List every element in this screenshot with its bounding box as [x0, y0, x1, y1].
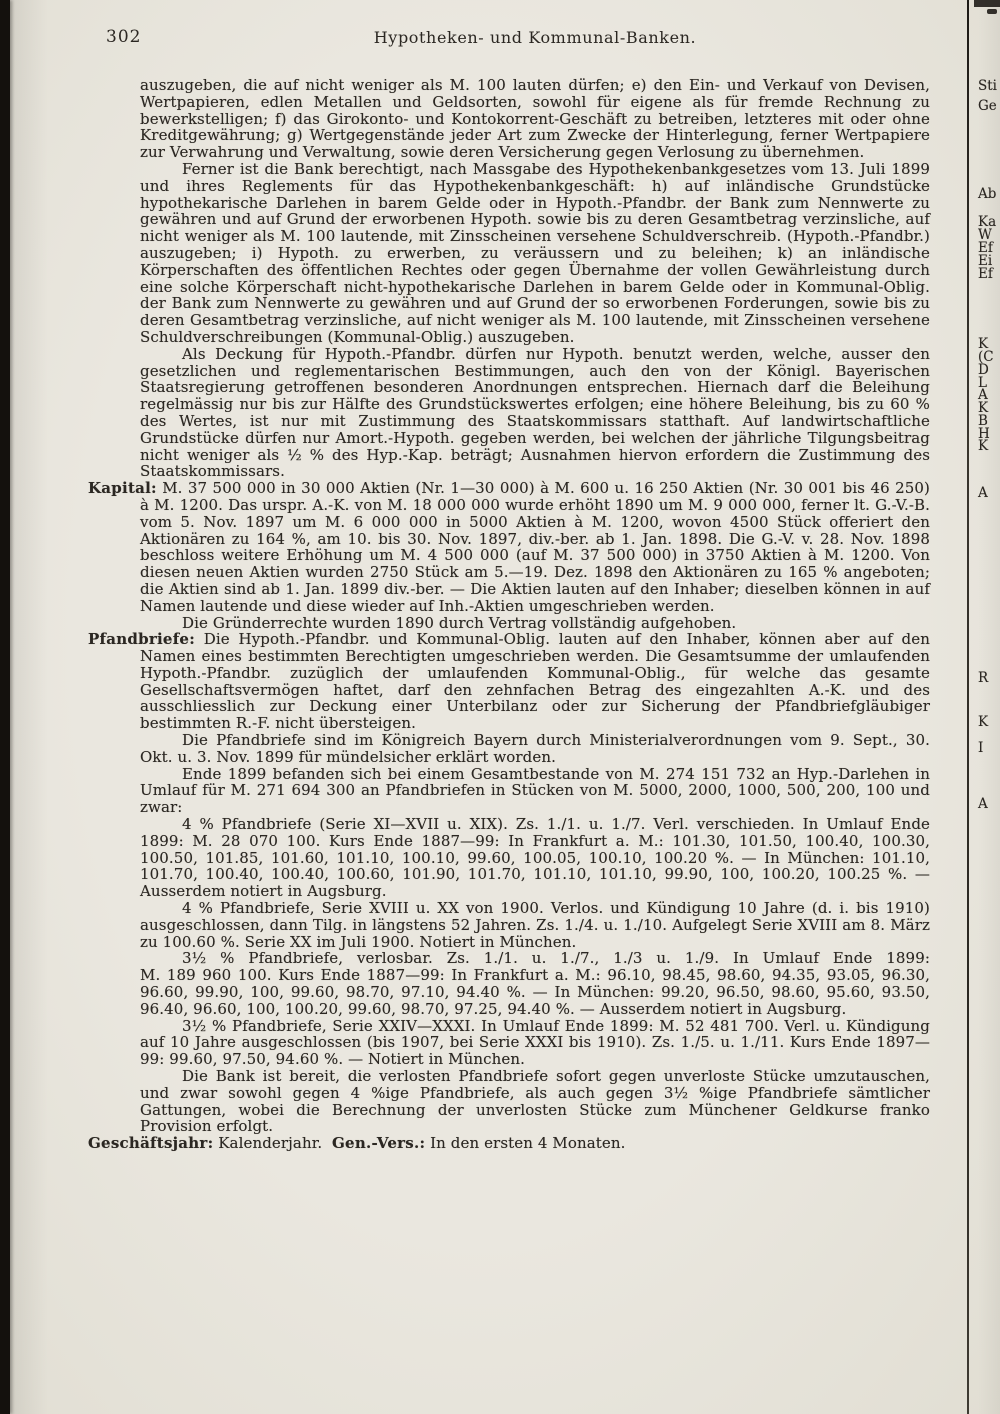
entry-label: Geschäftsjahr:	[88, 1134, 214, 1153]
paragraph	[140, 766, 930, 816]
text-run: Als Deckung für Hypoth.-Pfandbr. dürfen nur Hypoth. benutzt werden, welche, ausser den gesetzlichen und reglementarischen Bestimmungen, auch den von der Königl. Bayerischen Staatsregierung getroffenen besonderen Anordnungen entsprechen. Hiernach darf die Beleihung regelmässig nur bis zur Hälfte des Grundstückswertes erfolgen; eine höhere Beleihung, bis zu 60 % des Wertes, ist nur mit Zustimmung des Staatskommissars statthaft. Auf landwirtschaftliche Grundstücke dürfen nur Amort.-Hypoth. gegeben werden, bei welchen der jährliche Tilgungsbeitrag nicht weniger als ½ % des Hyp.-Kap. beträgt; Ausnahmen hiervon erfordern die Zustimmung des Staatskommissars.	[140, 344, 930, 481]
cropped-text-fragment: Ab	[978, 186, 997, 202]
text-run: Die Bank ist bereit, die verlosten Pfandbriefe sofort gegen unverloste Stücke umzutauschen, und zwar sowohl gegen 4 %ige Pfandbriefe, als auch gegen 3½ %ige Pfandbriefe sämtlicher Gattungen, wobei die Berechnung der unverlosten Stücke zum Münchener Geldkurse franko Provision erfolgt.	[140, 1067, 930, 1136]
cropped-text-fragment: Ef	[978, 266, 993, 282]
paragraph	[140, 615, 930, 632]
scan-artifact	[974, 0, 1000, 7]
text-run: 3½ % Pfandbriefe, verlosbar. Zs. 1./1. u. 1./7., 1./3 u. 1./9. In Umlauf Ende 1899: M. 189 960 100. Kurs Ende 1887—99: In Frankfurt a. M.: 96.10, 98.45, 98.60, 94.35, 93.05, 96.30, 96.60, 99.90, 100, 99.60, 98.70, 97.10, 94.40 %. — In München: 99.20, 96.50, 98.60, 95.60, 93.50, 96.40, 96.60, 100, 100.20, 99.60, 98.70, 97.25, 94.40 %. — Ausserdem notiert in Augsburg.	[140, 949, 930, 1018]
cropped-text-fragment: A	[978, 485, 988, 501]
paragraph	[140, 950, 930, 1017]
paragraph	[140, 346, 930, 480]
text-run: auszugeben, die auf nicht weniger als M. 100 lauten dürfen; e) den Ein- und Verkauf von Devisen, Wertpapieren, edlen Metallen und Geldsorten, sowohl für eigene als für fremde Rechnung zu bewerkstelligen; f) das Girokonto- und Kontokorrent-Geschäft zu betreiben, letzteres mit oder ohne Kreditgewährung; g) Wertgegenstände jeder Art zum Zwecke der Hinterlegung, ferner Wertpapiere zur Verwahrung und Verwaltung, sowie deren Versicherung gegen Verlosung zu übernehmen.	[140, 76, 930, 162]
cropped-text-fragment: Ge	[978, 98, 997, 114]
entry-label: Pfandbriefe:	[88, 630, 196, 649]
cropped-text-fragment: Sti	[978, 78, 997, 94]
text-run: Ferner ist die Bank berechtigt, nach Massgabe des Hypothekenbankgesetzes vom 13. Juli 1899 und ihres Reglements für das Hypothekenbankgeschäft: h) auf inländische Grundstücke hypothekarische Darlehen in barem Gelde oder in Hypoth.-Pfandbr. der Bank zum Nennwerte zu gewähren und auf Grund der erworbenen Hypoth. sowie bis zu deren Gesamtbetrag verzinsliche, auf nicht weniger als M. 100 lautende, mit Zinsscheinen versehene Schuldverschreib. (Hypoth.-Pfandbr.) auszugeben; i) Hypoth. zu erwerben, zu veräussern und zu beleihen; k) an inländische Körperschaften des öffentlichen Rechtes oder gegen Übernahme der vollen Gewährleistung durch eine solche Körperschaft nicht-hypothekarische Darlehen in barem Gelde oder in Kommunal-Oblig. der Bank zum Nennwerte zu gewähren und auf Grund der so erworbenen Forderungen, sowie bis zu deren Gesamtbetrag verzinsliche, auf nicht weniger als M. 100 lautende, mit Zinsscheinen versehene Schuldverschreibungen (Kommunal-Oblig.) auszugeben.	[140, 159, 930, 346]
paragraph	[88, 1134, 930, 1153]
text-run: 3½ % Pfandbriefe, Serie XXIV—XXXI. In Umlauf Ende 1899: M. 52 481 700. Verl. u. Kündigung auf 10 Jahre ausgeschlossen (bis 1907, bei Serie XXXI bis 1910). Zs. 1./5. u. 1./11. Kurs Ende 1897—99: 99.60, 97.50, 94.60 %. — Notiert in München.	[140, 1016, 930, 1069]
page-fold-line	[967, 0, 969, 1414]
margin-column	[970, 0, 1000, 1414]
cropped-text-fragment: (C	[978, 349, 994, 365]
entry-label: Kapital:	[88, 479, 157, 498]
scan-artifact	[987, 9, 997, 14]
paragraph	[140, 1018, 930, 1068]
cropped-text-fragment: Ei	[978, 253, 993, 269]
text-run: 4 % Pfandbriefe (Serie XI—XVII u. XIX). Zs. 1./1. u. 1./7. Verl. verschieden. In Umlauf Ende 1899: M. 28 070 100. Kurs Ende 1887—99: In Frankfurt a. M.: 101.30, 101.50, 100.40, 100.30, 100.50, 101.85, 101.60, 101.10, 100.10, 99.60, 100.05, 100.10, 100.20 %. — In München: 101.10, 101.70, 100.40, 100.40, 100.60, 101.90, 101.70, 101.10, 101.10, 99.90, 100, 100.20, 100.25 %. — Ausserdem notiert in Augsburg.	[140, 815, 930, 901]
cropped-text-fragment: A	[978, 387, 988, 403]
entry-label: Gen.-Vers.:	[331, 1134, 426, 1153]
paragraph	[140, 732, 930, 766]
text-run: Ende 1899 befanden sich bei einem Gesamtbestande von M. 274 151 732 an Hyp.-Darlehen in Umlauf für M. 271 694 300 an Pfandbriefen in Stücken von M. 5000, 2000, 1000, 500, 200, 100 und zwar:	[140, 764, 930, 817]
cropped-text-fragment: Ef	[978, 240, 993, 256]
cropped-text-fragment: A	[978, 796, 988, 812]
scan-left-edge	[0, 0, 10, 1414]
cropped-text-fragment: K	[978, 336, 989, 352]
paragraph	[140, 1068, 930, 1135]
text-run: 4 % Pfandbriefe, Serie XVIII u. XX von 1900. Verlos. und Kündigung 10 Jahre (d. i. bis 1910) ausgeschlossen, dann Tilg. in längstens 52 Jahren. Zs. 1./4. u. 1./10. Aufgelegt Serie XVIII am 8. März zu 100.60 %. Serie XX im Juli 1900. Notiert in München.	[140, 899, 930, 951]
text-run: Die Gründerrechte wurden 1890 durch Vertrag vollständig aufgehoben.	[182, 613, 737, 632]
text-run: In den ersten 4 Monaten.	[425, 1134, 626, 1153]
cropped-text-fragment: Ka	[978, 214, 997, 230]
cropped-text-fragment: K	[978, 400, 989, 416]
text-run: Kalenderjahr.	[213, 1134, 332, 1153]
text-body	[88, 77, 930, 1152]
cropped-text-fragment: W	[978, 227, 992, 243]
cropped-text-fragment: K	[978, 438, 989, 454]
text-run: Die Pfandbriefe sind im Königreich Bayern durch Ministerialverordnungen vom 9. Sept., 30. Okt. u. 3. Nov. 1899 für mündelsicher erklärt worden.	[140, 731, 930, 766]
cropped-text-fragment: I	[978, 740, 984, 756]
paragraph	[88, 630, 930, 733]
paragraph	[140, 900, 930, 950]
cropped-text-fragment: L	[978, 375, 987, 391]
paragraph	[88, 479, 930, 615]
paragraph	[140, 161, 930, 346]
text-run: M. 37 500 000 in 30 000 Aktien (Nr. 1—30 000) à M. 600 u. 16 250 Aktien (Nr. 30 001 bis 46 250) à M. 1200. Das urspr. A.-K. von M. 18 000 000 wurde erhöht 1890 um M. 9 000 000, ferner lt. G.-V.-B. vom 5. Nov. 1897 um M. 6 000 000 in 5000 Aktien à M. 1200, wovon 4500 Stück offeriert den Aktionären zu 164 %, am 10. bis 30. Nov. 1897, div.-ber. ab 1. Jan. 1898. Die G.-V. v. 28. Nov. 1898 beschloss weitere Erhöhung um M. 4 500 000 (auf M. 37 500 000) in 3750 Aktien à M. 1200. Von diesen neuen Aktien wurden 2750 Stück am 5.—19. Dez. 1898 den Aktionären zu 165 % angeboten; die Aktien sind ab 1. Jan. 1899 div.-ber. — Die Aktien lauten auf den Inhaber; dieselben können in auf Namen lautende und diese wieder auf Inh.-Aktien umgeschrieben werden.	[140, 479, 930, 615]
cropped-text-fragment: K	[978, 714, 989, 730]
cropped-text-fragment: D	[978, 362, 989, 378]
cropped-text-fragment: B	[978, 413, 988, 429]
paragraph	[140, 816, 930, 900]
cropped-text-fragment: R	[978, 670, 989, 686]
text-run: Die Hypoth.-Pfandbr. und Kommunal-Oblig. lauten auf den Inhaber, können aber auf den Namen eines bestimmten Berechtigten umgeschrieben werden. Die Gesamtsumme der umlaufenden Hypoth.-Pfandbr. zuzüglich der umlaufenden Kommunal-Oblig., für welche das gesamte Gesellschaftsvermögen haftet, darf den zehnfachen Betrag des eingezahlten A.-K. und des ausschliesslich zur Deckung einer Unterbilanz oder zur Sicherung der Pfandbriefgläubiger bestimmten R.-F. nicht übersteigen.	[140, 630, 930, 733]
page-number: 302	[106, 27, 142, 47]
paragraph	[140, 77, 930, 161]
cropped-text-fragment: H	[978, 426, 990, 442]
running-title: Hypotheken- und Kommunal-Banken.	[373, 28, 697, 47]
